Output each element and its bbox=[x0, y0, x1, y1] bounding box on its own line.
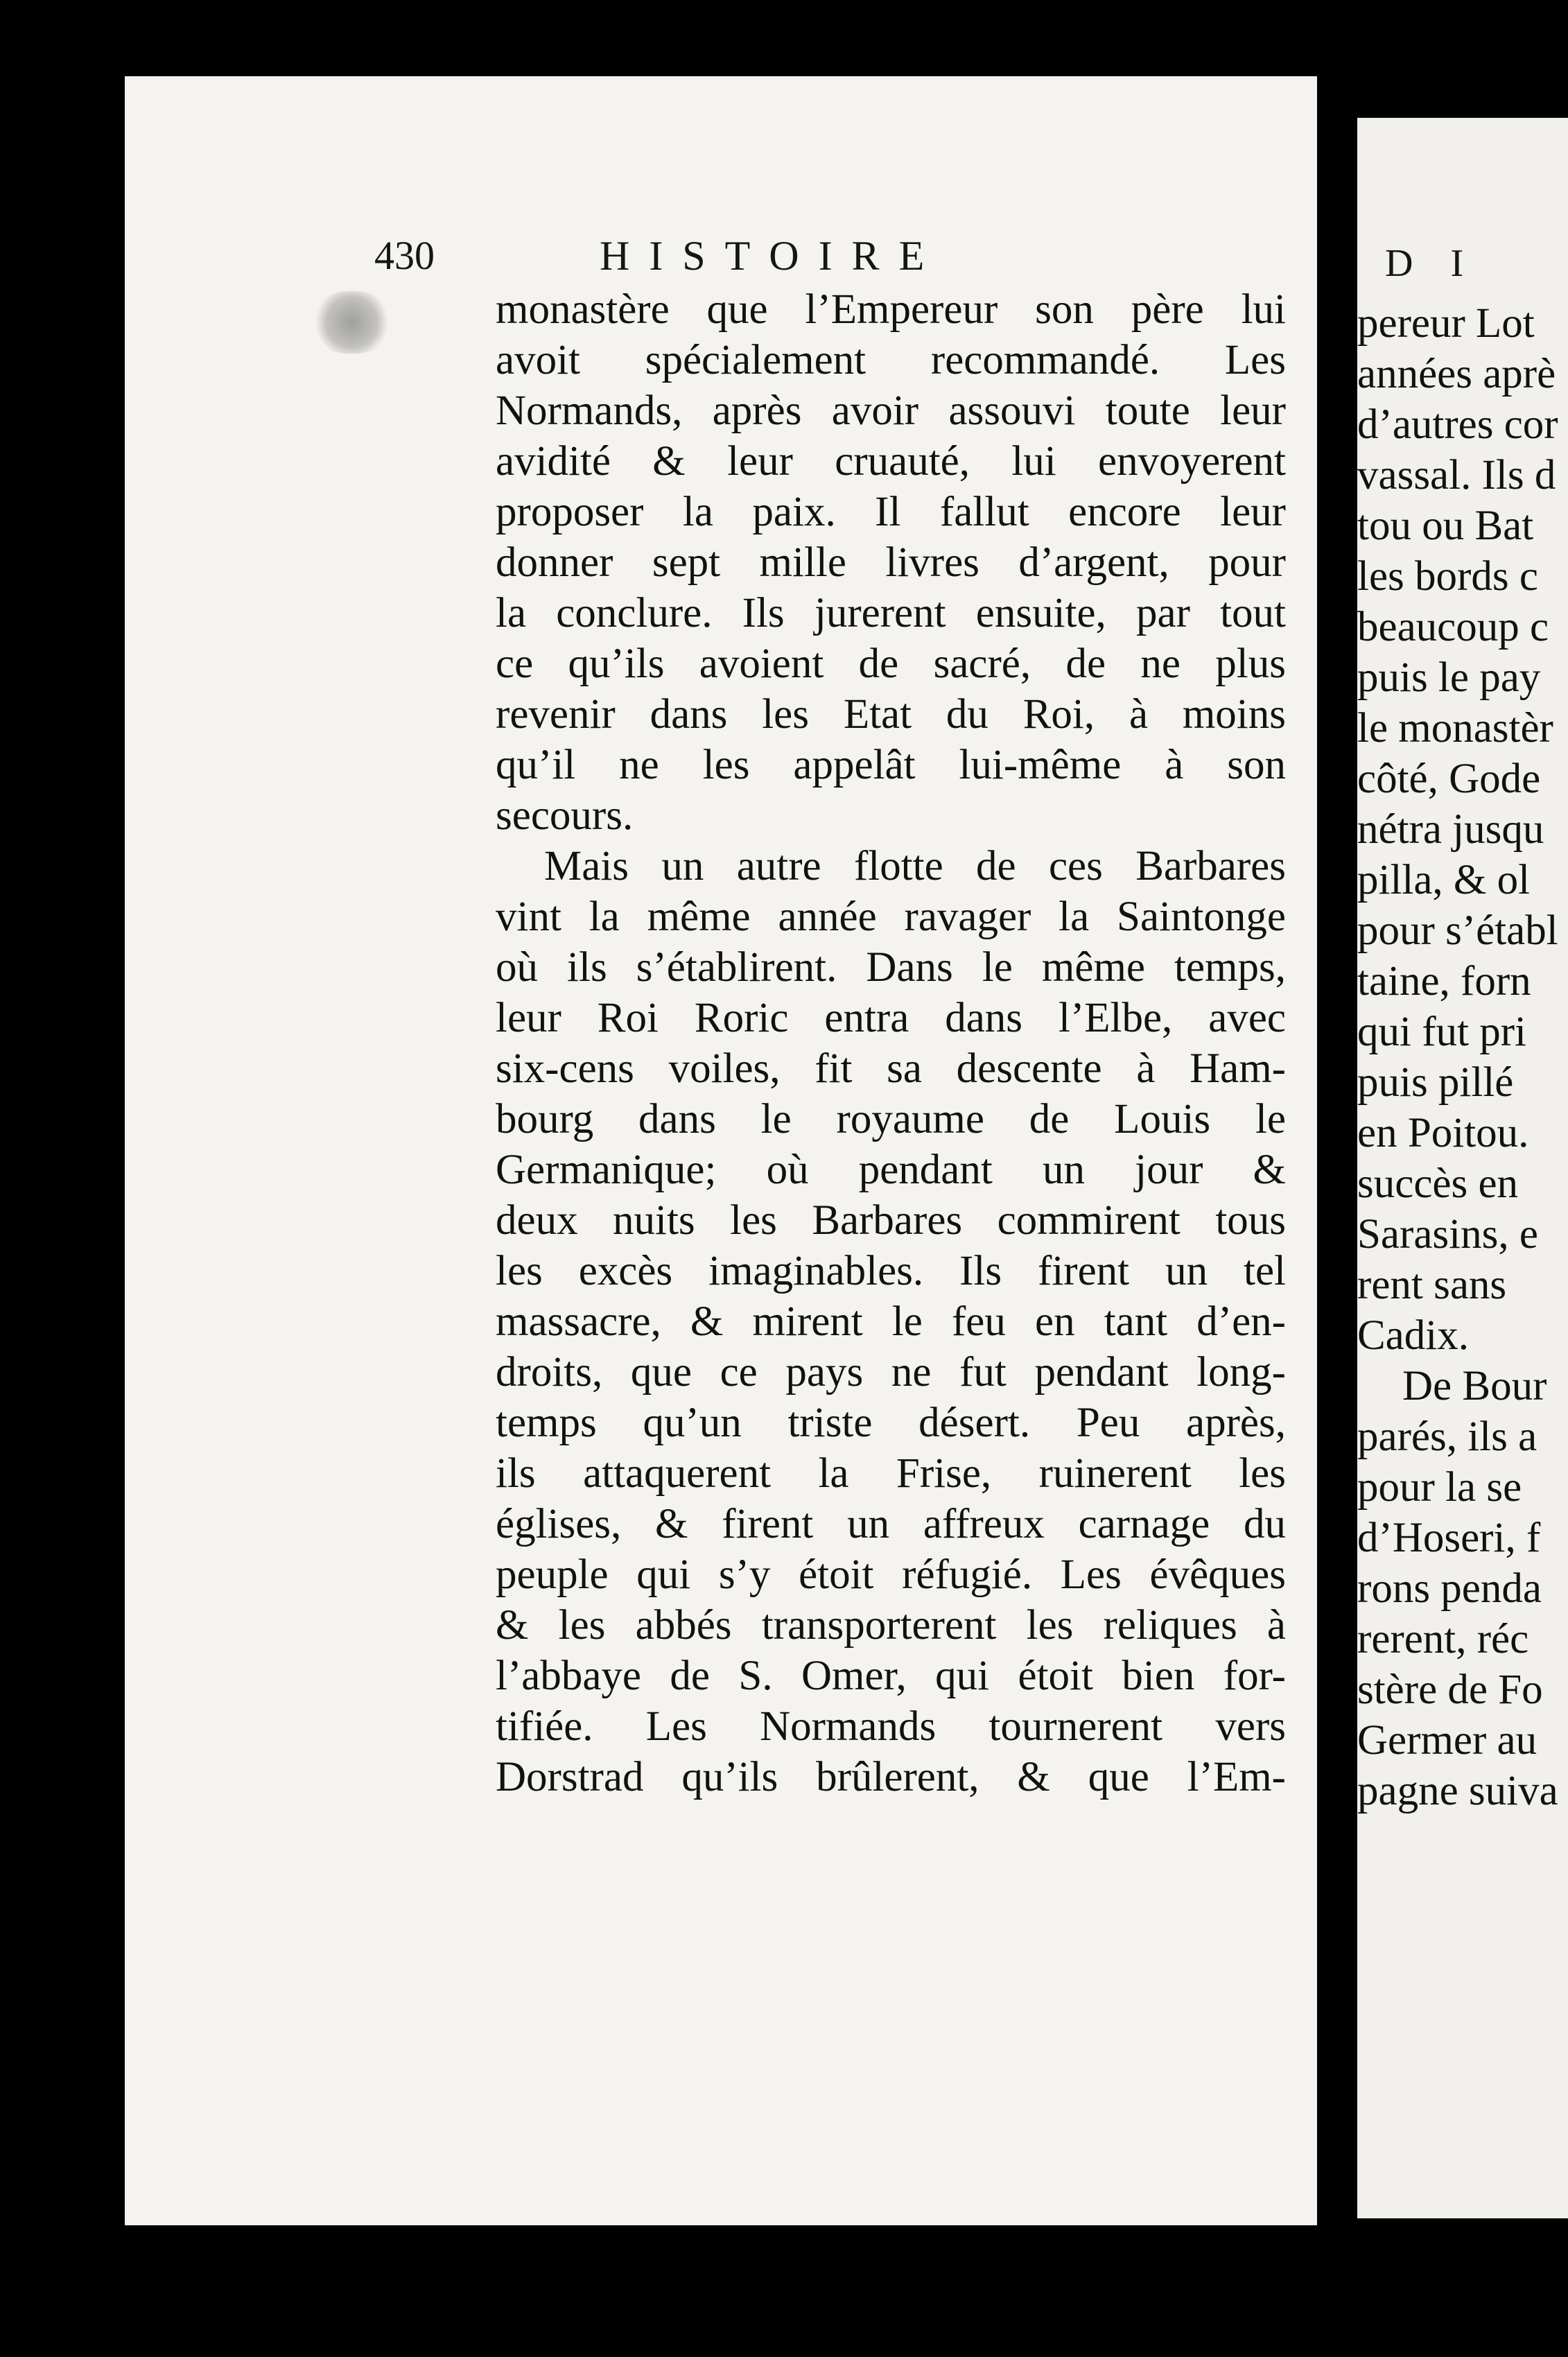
text-line: puis le pay bbox=[1357, 654, 1541, 701]
text-line: proposer la paix. Il fallut encore leur bbox=[496, 489, 1286, 535]
page-number: 430 bbox=[374, 233, 435, 278]
text-line: où ils s’établirent. Dans le même temps, bbox=[496, 944, 1286, 991]
right-page-body bbox=[1357, 298, 1568, 1816]
text-line: succès en bbox=[1357, 1160, 1519, 1207]
text-line: pagne suiva bbox=[1357, 1768, 1558, 1814]
text-line: ils attaquerent la Frise, ruinerent les bbox=[496, 1450, 1286, 1497]
text-line: ce qu’ils avoient de sacré, de ne plus bbox=[496, 641, 1286, 687]
text-line: Dorstrad qu’ils brûlerent, & que l’Em- bbox=[496, 1754, 1286, 1800]
text-line: tifiée. Les Normands tournerent vers bbox=[496, 1703, 1286, 1750]
text-line: qu’il ne les appelât lui-même à son bbox=[496, 742, 1286, 788]
text-line: nétra jusqu bbox=[1357, 806, 1544, 853]
text-line: peuple qui s’y étoit réfugié. Les évêques bbox=[496, 1551, 1286, 1598]
text-line: la conclure. Ils jurerent ensuite, par tout bbox=[496, 590, 1286, 636]
text-line: six-cens voiles, fit sa descente à Ham- bbox=[496, 1045, 1286, 1092]
text-line: avidité & leur cruauté, lui envoyerent bbox=[496, 438, 1286, 485]
text-line: stère de Fo bbox=[1357, 1667, 1543, 1713]
text-line: Normands, après avoir assouvi toute leur bbox=[496, 388, 1286, 434]
text-line: revenir dans les Etat du Roi, à moins bbox=[496, 691, 1286, 738]
text-line: les bords c bbox=[1357, 553, 1538, 600]
text-line: tou ou Bat bbox=[1357, 503, 1534, 549]
text-line: pour s’établ bbox=[1357, 907, 1558, 954]
text-line: Cadix. bbox=[1357, 1312, 1469, 1359]
right-page bbox=[1357, 118, 1568, 2218]
text-line: en Poitou. bbox=[1357, 1110, 1529, 1156]
left-page-body bbox=[496, 284, 1286, 1802]
text-line: taine, forn bbox=[1357, 958, 1531, 1004]
text-line: donner sept mille livres d’argent, pour bbox=[496, 539, 1286, 586]
text-line: pour la se bbox=[1357, 1464, 1522, 1511]
text-line: rerent, réc bbox=[1357, 1616, 1529, 1662]
text-line: l’abbaye de S. Omer, qui étoit bien for- bbox=[496, 1653, 1286, 1699]
text-line: vassal. Ils d bbox=[1357, 452, 1556, 498]
text-line: Germanique; où pendant un jour & bbox=[496, 1147, 1286, 1193]
text-line: puis pillé bbox=[1357, 1059, 1514, 1106]
right-running-head: D I bbox=[1385, 242, 1478, 285]
text-line: églises, & firent un affreux carnage du bbox=[496, 1501, 1286, 1547]
text-line: Mais un autre flotte de ces Barbares bbox=[544, 843, 1286, 889]
text-line: parés, ils a bbox=[1357, 1414, 1537, 1460]
text-line: droits, que ce pays ne fut pendant long- bbox=[496, 1349, 1286, 1395]
text-line: pilla, & ol bbox=[1357, 857, 1531, 903]
ink-stain bbox=[312, 291, 392, 354]
text-line: d’autres cor bbox=[1357, 401, 1558, 448]
text-line: le monastèr bbox=[1357, 705, 1553, 751]
text-line: & les abbés transporterent les reliques à bbox=[496, 1602, 1286, 1649]
text-line: Sarasins, e bbox=[1357, 1211, 1538, 1258]
text-line: années aprè bbox=[1357, 351, 1556, 397]
text-line: pereur Lot bbox=[1357, 300, 1535, 347]
text-line: rons penda bbox=[1357, 1565, 1542, 1612]
text-line: secours. bbox=[496, 792, 634, 839]
text-line: vint la même année ravager la Saintonge bbox=[496, 894, 1286, 940]
text-line: rent sans bbox=[1357, 1262, 1507, 1308]
book-title-header: HISTOIRE bbox=[600, 233, 944, 279]
text-line: Germer au bbox=[1357, 1717, 1537, 1764]
text-line: les excès imaginables. Ils firent un tel bbox=[496, 1248, 1286, 1294]
text-line: deux nuits les Barbares commirent tous bbox=[496, 1197, 1286, 1244]
text-line: beaucoup c bbox=[1357, 604, 1549, 650]
text-line: temps qu’un triste désert. Peu après, bbox=[496, 1400, 1286, 1446]
text-line: avoit spécialement recommandé. Les bbox=[496, 337, 1286, 383]
text-line: qui fut pri bbox=[1357, 1009, 1526, 1055]
running-head bbox=[374, 232, 1095, 281]
text-line: De Bour bbox=[1402, 1363, 1547, 1409]
text-line: d’Hoseri, f bbox=[1357, 1515, 1541, 1561]
text-line: bourg dans le royaume de Louis le bbox=[496, 1096, 1286, 1142]
text-line: monastère que l’Empereur son père lui bbox=[496, 286, 1286, 333]
text-line: côté, Gode bbox=[1357, 756, 1541, 802]
text-line: massacre, & mirent le feu en tant d’en- bbox=[496, 1298, 1286, 1345]
text-line: leur Roi Roric entra dans l’Elbe, avec bbox=[496, 995, 1286, 1041]
